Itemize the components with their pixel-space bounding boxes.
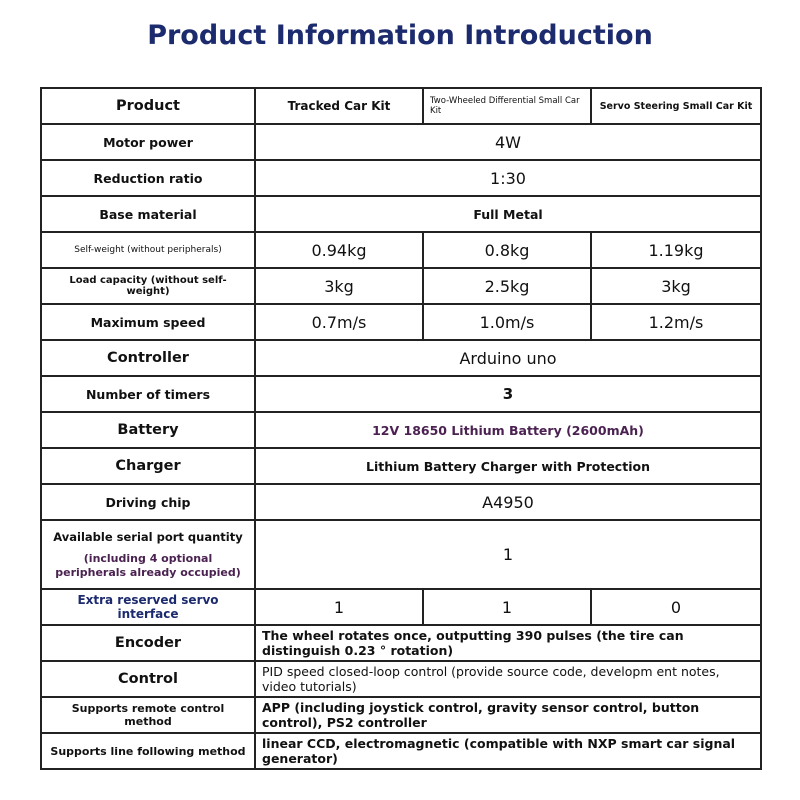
row-label-remote-control: Supports remote control method [41,697,255,733]
value-base-material: Full Metal [255,196,761,232]
product-spec-table [40,87,762,770]
value-self-weight-tracked: 0.94kg [255,232,423,268]
row-label-motor-power: Motor power [41,124,255,160]
value-servo-servo: 0 [591,589,761,625]
serial-ports-label: Available serial port quantity [53,529,243,544]
value-servo-tracked: 1 [255,589,423,625]
row-label-max-speed: Maximum speed [41,304,255,340]
table-row-encoder [41,625,761,661]
table-row-servo-interface [41,589,761,625]
value-battery: 12V 18650 Lithium Battery (2600mAh) [255,412,761,448]
row-label-driving-chip: Driving chip [41,484,255,520]
header-kit-servo-steering: Servo Steering Small Car Kit [591,88,761,124]
value-charger: Lithium Battery Charger with Protection [255,448,761,484]
value-speed-servo: 1.2m/s [591,304,761,340]
value-speed-tracked: 0.7m/s [255,304,423,340]
value-self-weight-servo: 1.19kg [591,232,761,268]
row-label-self-weight: Self-weight (without peripherals) [41,232,255,268]
table-row-battery [41,412,761,448]
header-kit-tracked: Tracked Car Kit [255,88,423,124]
serial-ports-sublabel: (including 4 optional peripherals already occupied) [55,551,241,579]
table-row-controller [41,340,761,376]
row-label-base-material: Base material [41,196,255,232]
value-serial-ports: 1 [255,520,761,589]
value-servo-two-wheeled: 1 [423,589,591,625]
row-label-control: Control [41,661,255,697]
row-label-controller: Controller [41,340,255,376]
table-row-motor-power [41,124,761,160]
table-row-load-capacity [41,268,761,304]
value-driving-chip: A4950 [255,484,761,520]
table-row-reduction-ratio [41,160,761,196]
row-label-timers: Number of timers [41,376,255,412]
page-title: Product Information Introduction [147,20,653,51]
header-product-label: Product [41,88,255,124]
table-row-charger [41,448,761,484]
value-control: PID speed closed-loop control (provide source code, developm ent notes, video tutorials) [255,661,761,697]
value-motor-power: 4W [255,124,761,160]
value-remote-control: APP (including joystick control, gravity sensor control, button control), PS2 controller [255,697,761,733]
table-row-remote-control [41,697,761,733]
row-label-serial-ports [41,520,255,589]
value-line-following: linear CCD, electromagnetic (compatible with NXP smart car signal generator) [255,733,761,769]
value-timers: 3 [255,376,761,412]
value-speed-two-wheeled: 1.0m/s [423,304,591,340]
value-self-weight-two-wheeled: 0.8kg [423,232,591,268]
row-label-line-following: Supports line following method [41,733,255,769]
value-load-tracked: 3kg [255,268,423,304]
row-label-load-capacity: Load capacity (without self-weight) [41,268,255,304]
table-row-control [41,661,761,697]
row-label-battery: Battery [41,412,255,448]
table-row-timers [41,376,761,412]
table-row-driving-chip [41,484,761,520]
row-label-reduction-ratio: Reduction ratio [41,160,255,196]
value-reduction-ratio: 1:30 [255,160,761,196]
table-row-max-speed [41,304,761,340]
table-row-self-weight [41,232,761,268]
header-kit-two-wheeled: Two-Wheeled Differential Small Car Kit [423,88,591,124]
value-load-servo: 3kg [591,268,761,304]
table-row-line-following [41,733,761,769]
table-row-header [41,88,761,124]
value-encoder: The wheel rotates once, outputting 390 pulses (the tire can distinguish 0.23 ° rotation) [255,625,761,661]
table-row-base-material [41,196,761,232]
value-load-two-wheeled: 2.5kg [423,268,591,304]
row-label-servo-interface: Extra reserved servo interface [41,589,255,625]
row-label-encoder: Encoder [41,625,255,661]
row-label-charger: Charger [41,448,255,484]
value-controller: Arduino uno [255,340,761,376]
table-row-serial-ports [41,520,761,589]
